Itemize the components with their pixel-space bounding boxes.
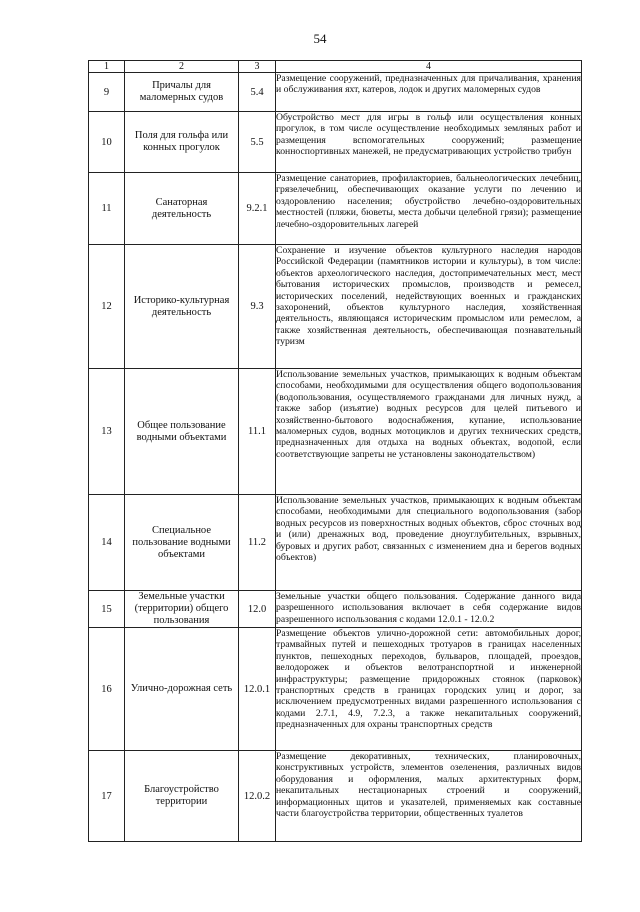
use-type-code: 5.4 (239, 73, 276, 112)
row-number: 17 (89, 751, 125, 842)
use-type-name: Земельные участки (территории) общего пользования (125, 591, 239, 628)
use-type-name: Улично-дорожная сеть (125, 628, 239, 751)
use-type-code: 12.0.2 (239, 751, 276, 842)
use-type-code: 11.2 (239, 495, 276, 591)
use-type-description: Размещение декоративных, технических, планировочных, конструктивных устройств, элементов озеленения, различных видов оборудования и оформления, малых архитектурных форм, некапитальных нестационарных строений и сооружений, информационных щитов и указателей, применяемых как составные части благоустройства территории, общественных туалетов (276, 751, 582, 842)
use-type-name: Причалы для маломерных судов (125, 73, 239, 112)
use-type-name: Поля для гольфа или конных прогулок (125, 112, 239, 173)
header-col-4: 4 (276, 61, 582, 73)
use-type-description: Сохранение и изучение объектов культурного наследия народов Российской Федерации (памятников истории и культуры), в том числе: объектов археологического наследия, достопримечательных мест, мест бытования исторических промыслов, производств и ремесел, исторических поселений, недействующих военных и гражданских захоронений, объектов культурного наследия, хозяйственная деятельность, являющаяся историческим промыслом или ремеслом, а также хозяйственная деятельность, обеспечивающая познавательный туризм (276, 245, 582, 369)
use-type-code: 11.1 (239, 369, 276, 495)
header-col-2: 2 (125, 61, 239, 73)
row-number: 10 (89, 112, 125, 173)
table-row (89, 495, 582, 591)
use-type-name: Благоустройство территории (125, 751, 239, 842)
page-number: 54 (313, 31, 327, 46)
row-number: 9 (89, 73, 125, 112)
table-row (89, 173, 582, 245)
use-type-description: Использование земельных участков, примыкающих к водным объектам способами, необходимыми для специального водопользования (забор водных ресурсов из поверхностных водных объектов, сброс сточных вод и (или) дренажных вод, проведение дноуглубительных, взрывных, буровых и других работ, связанных с изменением дна и берегов водных объектов) (276, 495, 582, 591)
use-type-description: Обустройство мест для игры в гольф или осуществления конных прогулок, в том числе осуществление необходимых земляных работ и размещения вспомогательных сооружений; размещение конноспортивных манежей, не предусматривающих устройство трибун (276, 112, 582, 173)
row-number: 16 (89, 628, 125, 751)
row-number: 14 (89, 495, 125, 591)
use-type-description: Земельные участки общего пользования. Содержание данного вида разрешенного использования включает в себя содержание видов разрешенного использования с кодами 12.0.1 - 12.0.2 (276, 591, 582, 628)
use-type-name: Специальное пользование водными объектами (125, 495, 239, 591)
use-type-code: 12.0 (239, 591, 276, 628)
use-type-code: 12.0.1 (239, 628, 276, 751)
table-row (89, 591, 582, 628)
use-type-description: Размещение объектов улично-дорожной сети: автомобильных дорог, трамвайных путей и пешеходных тротуаров в границах населенных пунктов, пешеходных переходов, бульваров, площадей, проездов, велодорожек и объектов велотранспортной и инженерной инфраструктуры; размещение придорожных стоянок (парковок) транспортных средств в границах городских улиц и дорог, за исключением предусмотренных видами разрешенного использования с кодами 2.7.1, 4.9, 7.2.3, а также некапитальных сооружений, предназначенных для охраны транспортных средств (276, 628, 582, 751)
table-row (89, 245, 582, 369)
use-type-description: Использование земельных участков, примыкающих к водным объектам способами, необходимыми для осуществления общего водопользования (водопользования, осуществляемого гражданами для личных нужд, а также забор (изъятие) водных ресурсов для целей питьевого и хозяйственно-бытового водоснабжения, купание, использование маломерных судов, водных мотоциклов и других технических средств, предназначенных для отдыха на водных объектах, водопой, если соответствующие запреты не установлены законодательством) (276, 369, 582, 495)
use-type-name: Общее пользование водными объектами (125, 369, 239, 495)
table-row (89, 628, 582, 751)
use-type-code: 5.5 (239, 112, 276, 173)
header-col-3: 3 (239, 61, 276, 73)
row-number: 11 (89, 173, 125, 245)
land-use-table (88, 60, 582, 842)
table-row (89, 369, 582, 495)
row-number: 12 (89, 245, 125, 369)
row-number: 13 (89, 369, 125, 495)
use-type-description: Размещение санаториев, профилакториев, бальнеологических лечебниц, грязелечебниц, обеспечивающих оказание услуги по лечению и оздоровлению населения; обустройство лечебно-оздоровительных местностей (пляжи, бюветы, места добычи целебной грязи); размещение лечебно-оздоровительных лагерей (276, 173, 582, 245)
table-row (89, 73, 582, 112)
table-header-row (89, 61, 582, 73)
header-col-1: 1 (89, 61, 125, 73)
use-type-code: 9.3 (239, 245, 276, 369)
use-type-name: Санаторная деятельность (125, 173, 239, 245)
use-type-description: Размещение сооружений, предназначенных для причаливания, хранения и обслуживания яхт, катеров, лодок и других маломерных судов (276, 73, 582, 112)
use-type-name: Историко-культурная деятельность (125, 245, 239, 369)
row-number: 15 (89, 591, 125, 628)
table-row (89, 112, 582, 173)
table-row (89, 751, 582, 842)
use-type-code: 9.2.1 (239, 173, 276, 245)
